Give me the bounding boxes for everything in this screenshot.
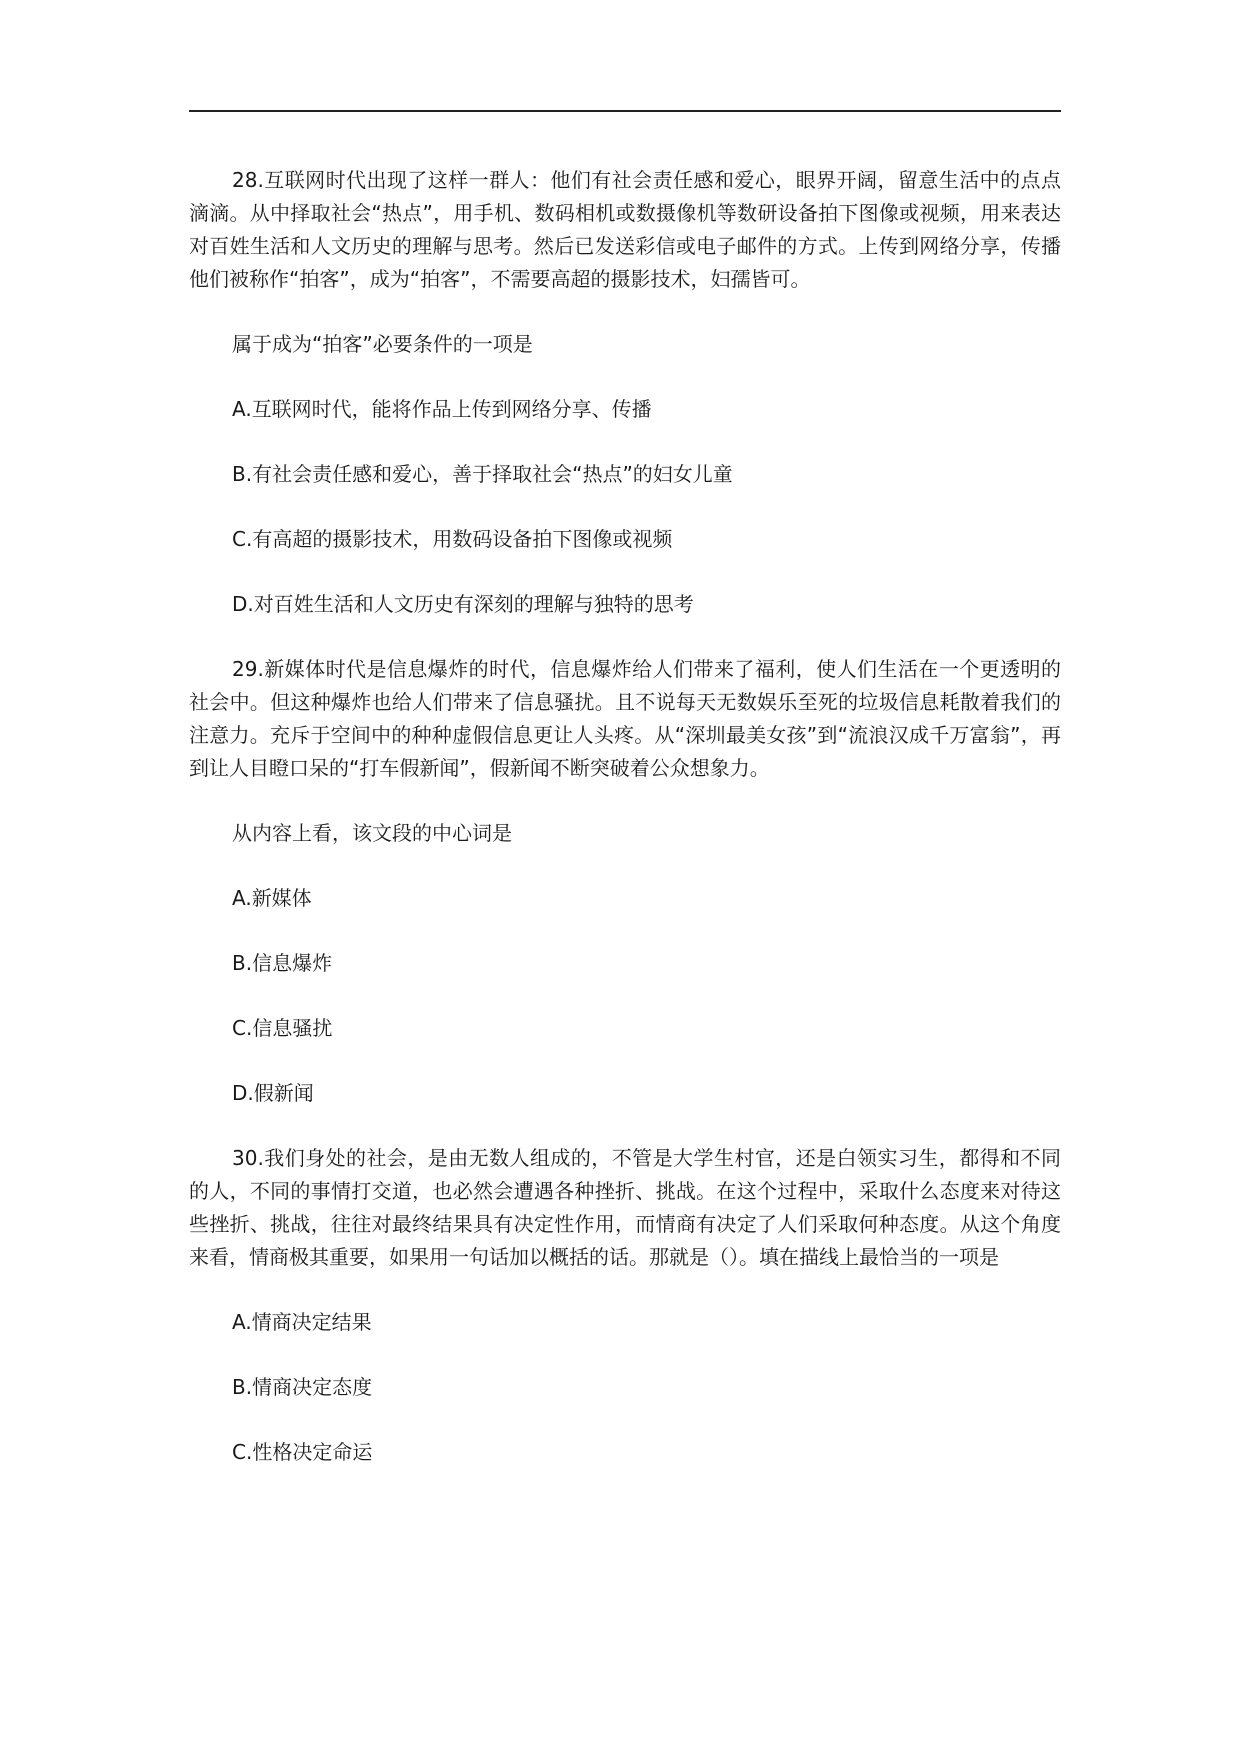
question-29-option-b: B.信息爆炸 — [232, 951, 333, 975]
question-30-option-c: C.性格决定命运 — [232, 1440, 373, 1464]
question-28-prompt: 属于成为“拍客”必要条件的一项是 — [232, 332, 533, 356]
question-29-option-d: D.假新闻 — [232, 1081, 314, 1105]
question-30 — [189, 1142, 1061, 1469]
question-28 — [189, 164, 1061, 621]
question-28-option-b: B.有社会责任感和爱心，善于择取社会“热点”的妇女儿童 — [232, 462, 733, 486]
question-28-option-a: A.互联网时代，能将作品上传到网络分享、传播 — [232, 397, 652, 421]
question-29-option-a: A.新媒体 — [232, 886, 312, 910]
question-30-passage: 30.我们身处的社会，是由无数人组成的，不管是大学生村官，还是白领实习生，都得和不同的人，不同的事情打交道，也必然会遭遇各种挫折、挑战。在这个过程中，采取什么态度来对待这些挫折、挑战，往往对最终结果具有决定性作用，而情商有决定了人们采取何种态度。从这个角度来看，情商极其重要，如果用一句话加以概括的话。那就是（）。填在描线上最恰当的一项是 — [189, 1146, 1061, 1269]
question-28-option-d: D.对百姓生活和人文历史有深刻的理解与独特的思考 — [232, 592, 694, 616]
question-30-option-b: B.情商决定态度 — [232, 1375, 373, 1399]
question-28-passage: 28.互联网时代出现了这样一群人：他们有社会责任感和爱心，眼界开阔，留意生活中的点点滴滴。从中择取社会“热点”，用手机、数码相机或数摄像机等数研设备拍下图像或视频，用来表达对百姓生活和人文历史的理解与思考。然后已发送彩信或电子邮件的方式。上传到网络分享，传播他们被称作“拍客”，成为“拍客”，不需要高超的摄影技术，妇孺皆可。 — [189, 168, 1061, 291]
question-28-option-c: C.有高超的摄影技术，用数码设备拍下图像或视频 — [232, 527, 673, 551]
question-29-prompt: 从内容上看，该文段的中心词是 — [232, 821, 512, 845]
question-30-option-a: A.情商决定结果 — [232, 1310, 372, 1334]
document-body — [189, 164, 1061, 1469]
question-29 — [189, 653, 1061, 1110]
question-29-option-c: C.信息骚扰 — [232, 1016, 333, 1040]
question-29-passage: 29.新媒体时代是信息爆炸的时代，信息爆炸给人们带来了福利，使人们生活在一个更透明的社会中。但这种爆炸也给人们带来了信息骚扰。且不说每天无数娱乐至死的垃圾信息耗散着我们的注意力。充斥于空间中的种种虚假信息更让人头疼。从“深圳最美女孩”到“流浪汉成千万富翁”，再到让人目瞪口呆的“打车假新闻”，假新闻不断突破着公众想象力。 — [189, 657, 1061, 780]
header-rule — [189, 110, 1061, 112]
